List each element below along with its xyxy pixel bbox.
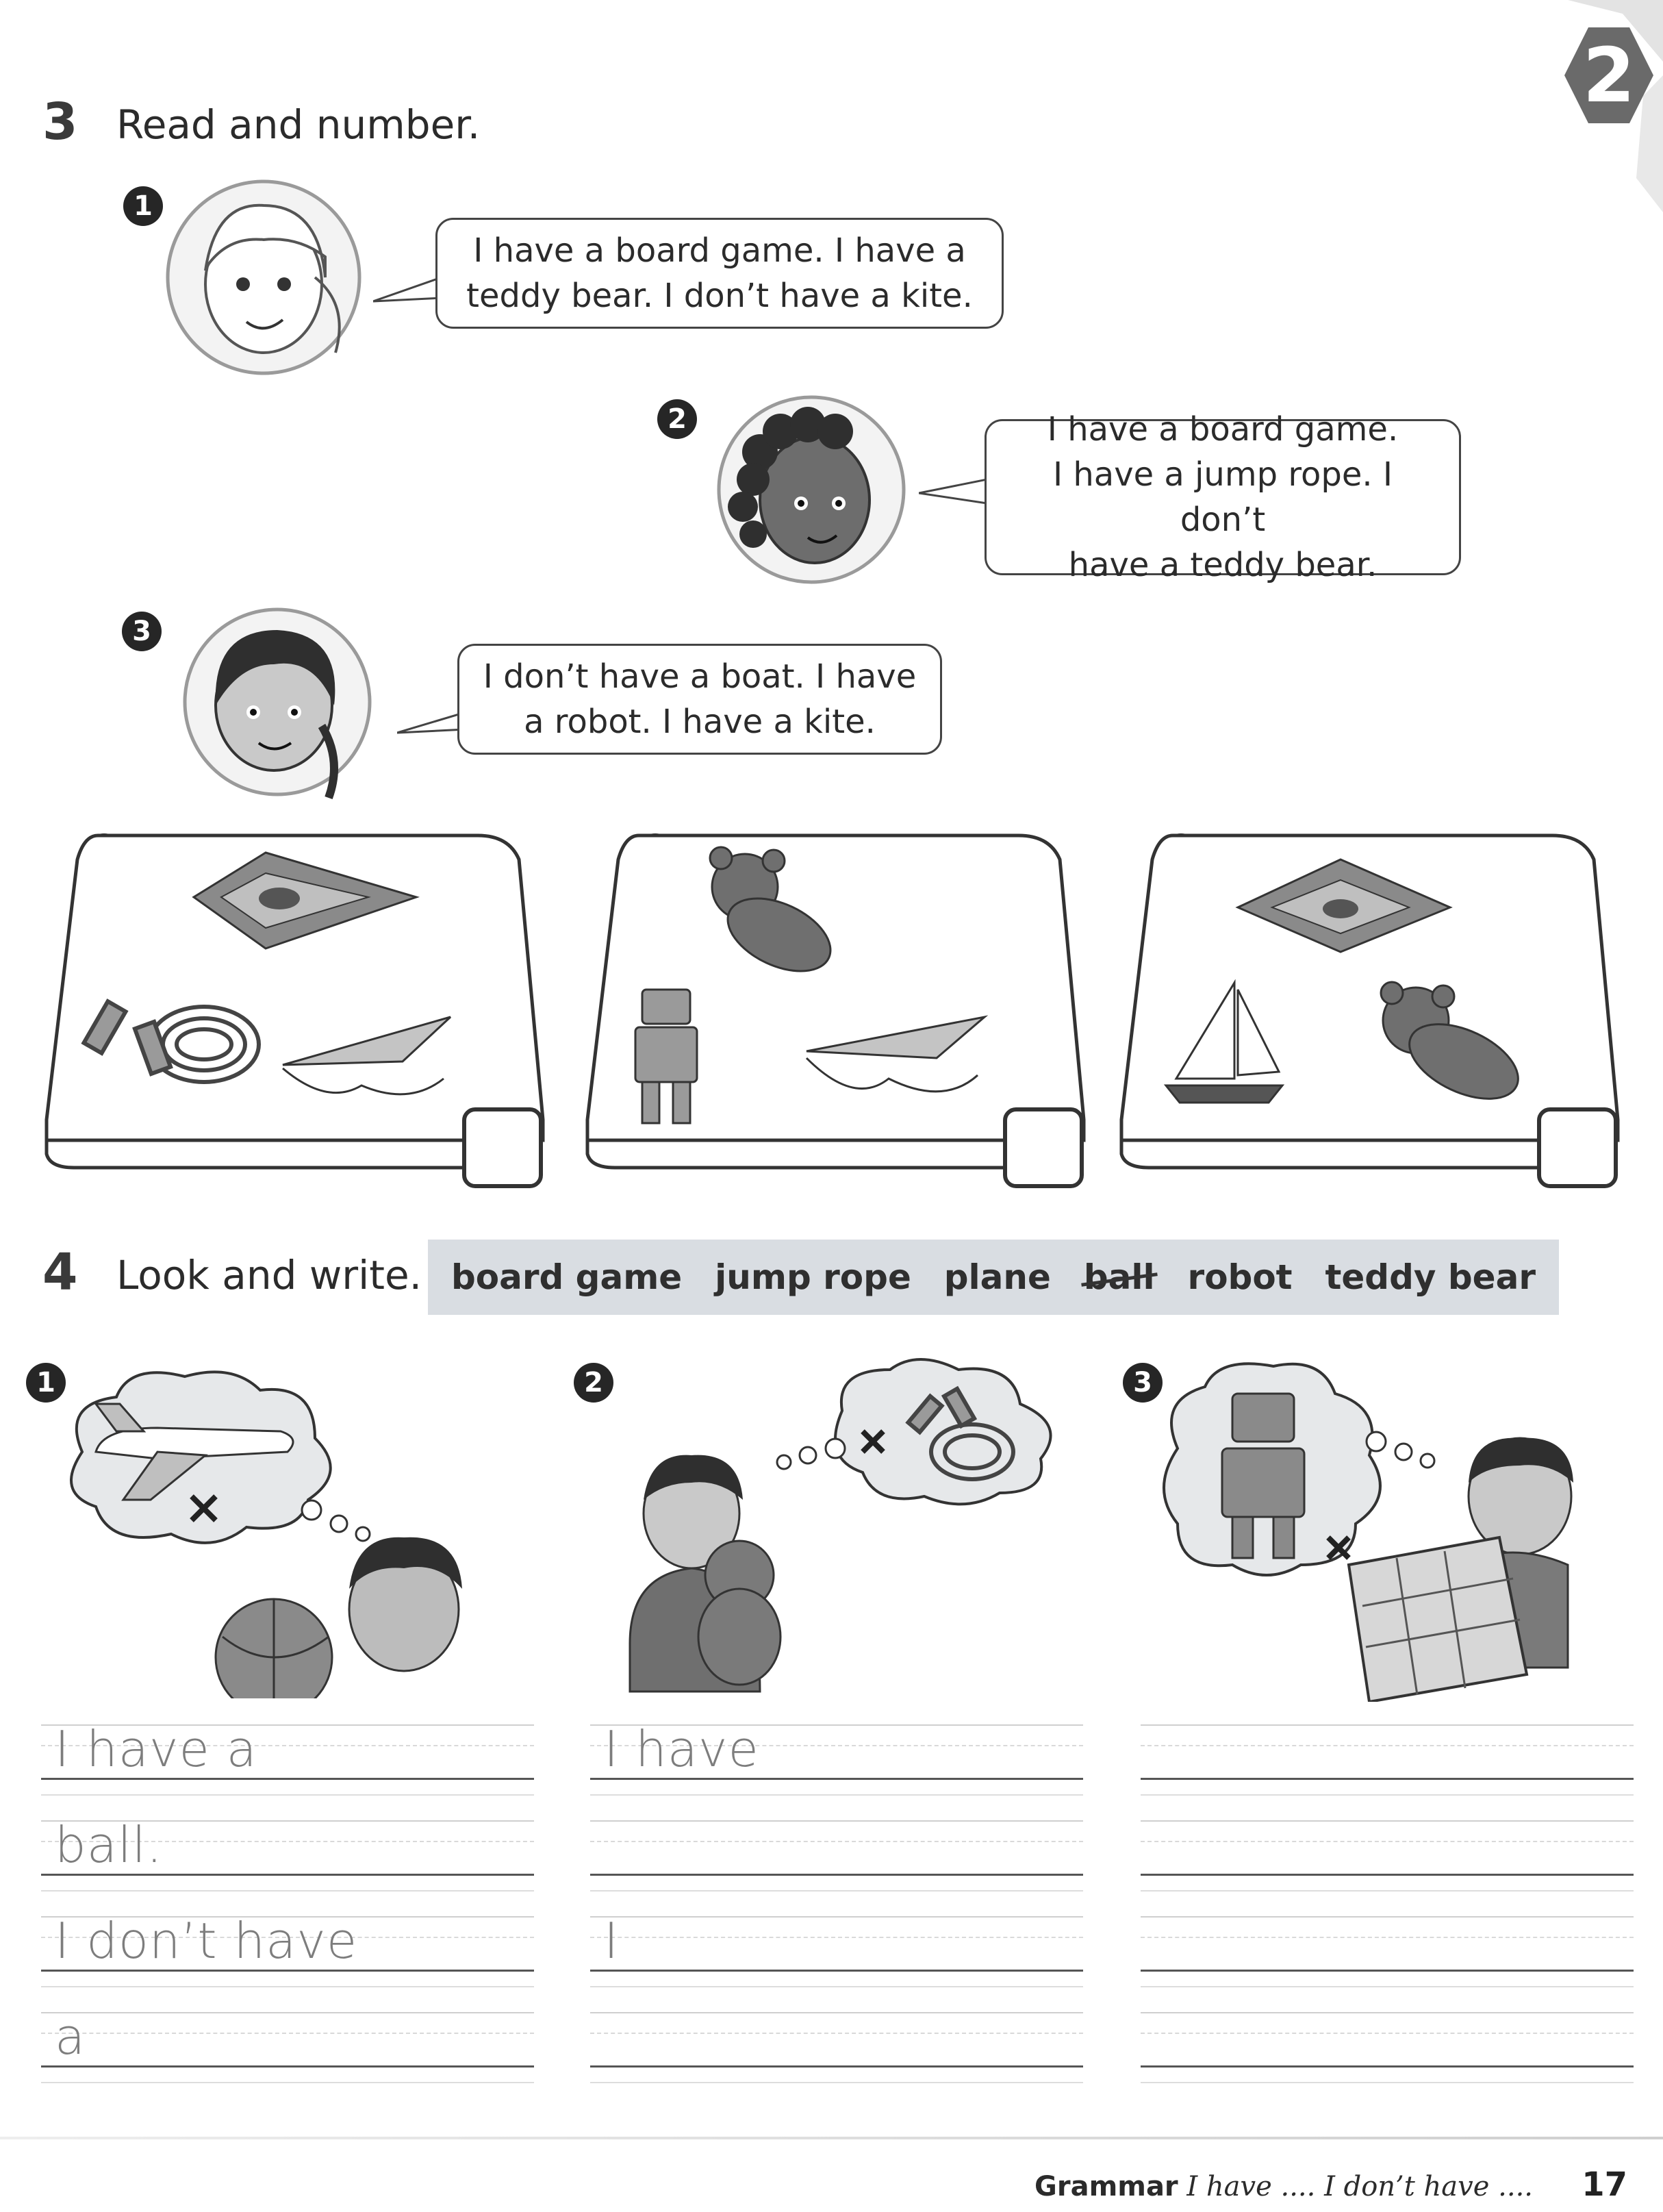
writing-line[interactable] [41, 1808, 534, 1904]
speaker-1-portrait [161, 175, 366, 380]
item-1-illustration [55, 1363, 466, 1698]
unit-number: 2 [1582, 32, 1636, 119]
table-c [1115, 832, 1625, 1195]
answer-box-b [1005, 1109, 1082, 1186]
unit-corner-badge [1527, 0, 1663, 212]
table-b [581, 832, 1091, 1195]
exercise-3-title: Read and number. [116, 101, 481, 148]
speaker-3-portrait [178, 603, 377, 801]
trace-text: I have a [55, 1720, 257, 1778]
speaker-3-number: 3 [122, 612, 162, 651]
speaker-2-portrait [712, 390, 911, 589]
speech-bubble-tail-3 [397, 705, 466, 746]
speech-bubble-1-line-2: teddy bear. I don’t have a kite. [466, 277, 973, 315]
boy-with-board-game-icon [1349, 1438, 1573, 1702]
boy-with-ball-icon [216, 1537, 462, 1698]
writing-line[interactable] [1141, 2000, 1634, 2096]
writing-line[interactable] [590, 1904, 1083, 2000]
trace-text: I [604, 1912, 620, 1970]
speech-bubble-2 [985, 410, 1461, 584]
writing-area-3[interactable] [1141, 1712, 1634, 2096]
item-1-number: 1 [26, 1363, 66, 1403]
footer-pattern: I have .... I don’t have .... [1186, 2171, 1533, 2202]
writing-line[interactable] [41, 1904, 534, 2000]
speaker-2-number: 2 [657, 399, 697, 439]
table-a [40, 832, 550, 1195]
speech-bubble-3 [457, 644, 942, 755]
word-bank [428, 1240, 1559, 1315]
item-3-number: 3 [1123, 1363, 1163, 1403]
word-bank-item-crossed-out: ball [1083, 1257, 1155, 1297]
word-bank-item: robot [1187, 1257, 1293, 1297]
exercise-3-number: 3 [42, 92, 78, 151]
answer-box-c [1539, 1109, 1616, 1186]
word-bank-item: plane [943, 1257, 1051, 1297]
writing-area-1[interactable] [41, 1712, 534, 2096]
answer-box-a [464, 1109, 541, 1186]
footer-divider [0, 2137, 1663, 2139]
girl-with-teddy-bear-icon [630, 1455, 780, 1692]
writing-line[interactable] [1141, 1904, 1634, 2000]
writing-line[interactable] [1141, 1712, 1634, 1808]
speech-bubble-3-line-1: I don’t have a boat. I have [483, 657, 917, 696]
speech-bubble-3-line-2: a robot. I have a kite. [524, 703, 876, 741]
speech-bubble-1 [435, 218, 1004, 329]
word-bank-item: jump rope [715, 1257, 911, 1297]
word-bank-item: board game [450, 1257, 683, 1297]
speech-bubble-1-line-1: I have a board game. I have a [473, 231, 966, 270]
item-2-number: 2 [574, 1363, 613, 1403]
footer-section: Grammar [1034, 2171, 1178, 2202]
exercise-4-title: Look and write. [116, 1252, 422, 1298]
speech-bubble-tail-1 [373, 271, 442, 312]
trace-text: I don’t have [55, 1912, 358, 1970]
speaker-1-number: 1 [123, 186, 163, 226]
speech-bubble-2-line-3: have a teddy bear. [1068, 546, 1378, 584]
speech-bubble-2-line-1: I have a board game. [1047, 410, 1399, 449]
speech-bubble-tail-2 [919, 473, 987, 514]
word-bank-item: teddy bear [1325, 1257, 1536, 1297]
writing-line[interactable] [590, 1712, 1083, 1808]
writing-line[interactable] [41, 2000, 534, 2096]
item-3-illustration [1157, 1359, 1595, 1702]
page-number: 17 [1582, 2165, 1627, 2204]
exercise-4-number: 4 [42, 1243, 78, 1302]
item-2-illustration [602, 1356, 1082, 1698]
trace-text: ball. [55, 1816, 163, 1874]
writing-line[interactable] [590, 2000, 1083, 2096]
footer-label [1034, 2171, 1533, 2202]
trace-text: I have [604, 1720, 759, 1778]
trace-text: a [55, 2008, 86, 2065]
writing-line[interactable] [1141, 1808, 1634, 1904]
writing-line[interactable] [590, 1808, 1083, 1904]
writing-area-2[interactable] [590, 1712, 1083, 2096]
writing-line[interactable] [41, 1712, 534, 1808]
speech-bubble-2-line-2: I have a jump rope. I don’t [1052, 455, 1393, 539]
